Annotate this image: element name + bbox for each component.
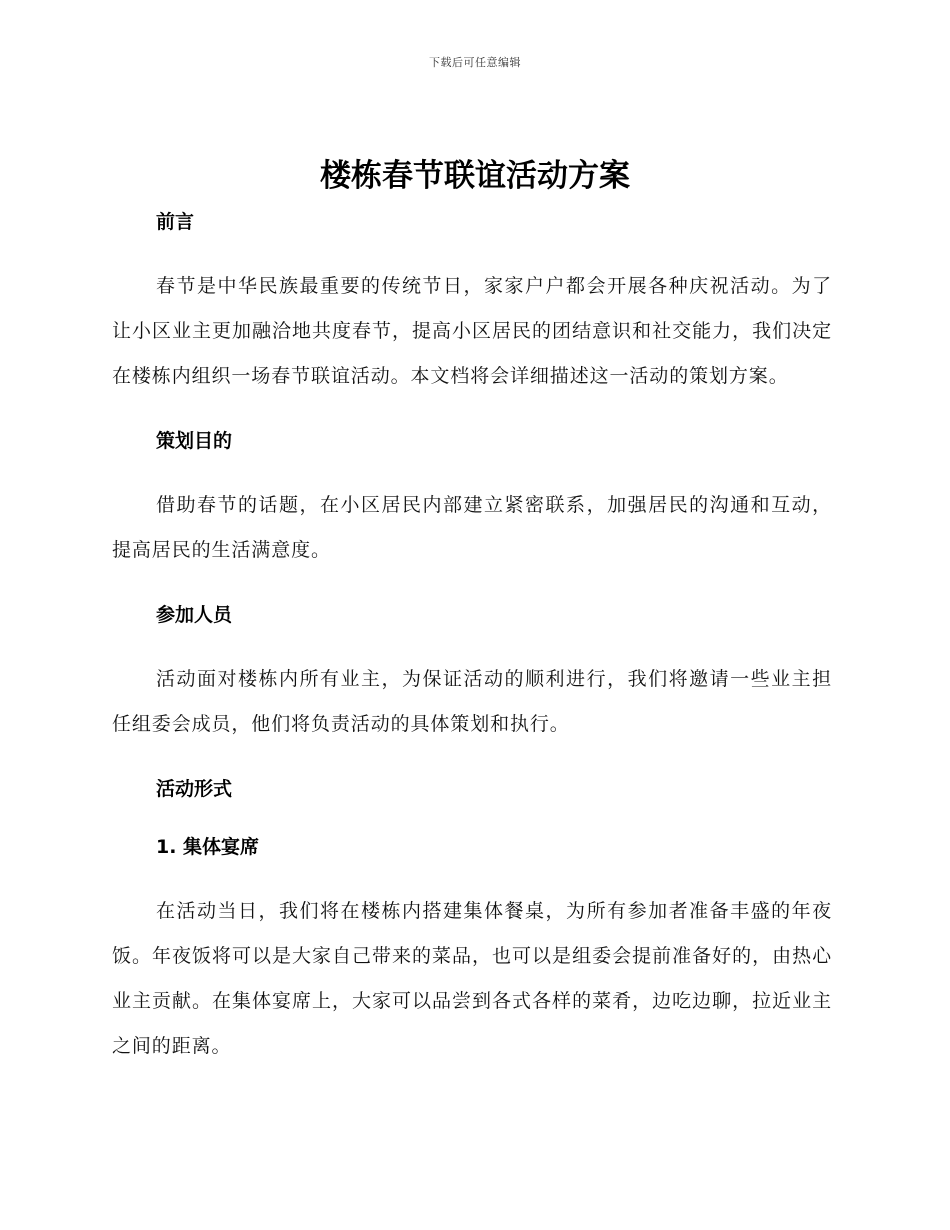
- document-title: 楼栋春节联谊活动方案: [320, 158, 630, 194]
- section-heading-format: 活动形式: [156, 778, 233, 800]
- section-heading-preface: 前言: [156, 211, 195, 233]
- section-paragraph-participants: 活动面对楼栋内所有业主，为保证活动的顺利进行，我们将邀请一些业主担任组委会成员，他们将负责活动的具体策划和执行。: [112, 668, 832, 735]
- section-heading-purpose: 策划目的: [156, 430, 233, 452]
- section-paragraph-purpose: 借助春节的话题，在小区居民内部建立紧密联系，加强居民的沟通和互动，提高居民的生活满意度。: [112, 494, 832, 561]
- header-note: 下载后可任意编辑: [429, 56, 521, 69]
- section-paragraph-banquet: 在活动当日，我们将在楼栋内搭建集体餐桌，为所有参加者准备丰盛的年夜饭。年夜饭将可以是大家自己带来的菜品，也可以是组委会提前准备好的，由热心业主贡献。在集体宴席上，大家可以品尝到各式各样的菜肴，边吃边聊，拉近业主之间的距离。: [112, 900, 832, 1057]
- section-heading-banquet: 1. 集体宴席: [156, 836, 260, 858]
- section-heading-participants: 参加人员: [156, 604, 233, 626]
- document-body: [112, 207, 832, 1069]
- section-paragraph-preface: 春节是中华民族最重要的传统节日，家家户户都会开展各种庆祝活动。为了让小区业主更加融洽地共度春节，提高小区居民的团结意识和社交能力，我们决定在楼栋内组织一场春节联谊活动。本文档将会详细描述这一活动的策划方案。: [112, 275, 832, 387]
